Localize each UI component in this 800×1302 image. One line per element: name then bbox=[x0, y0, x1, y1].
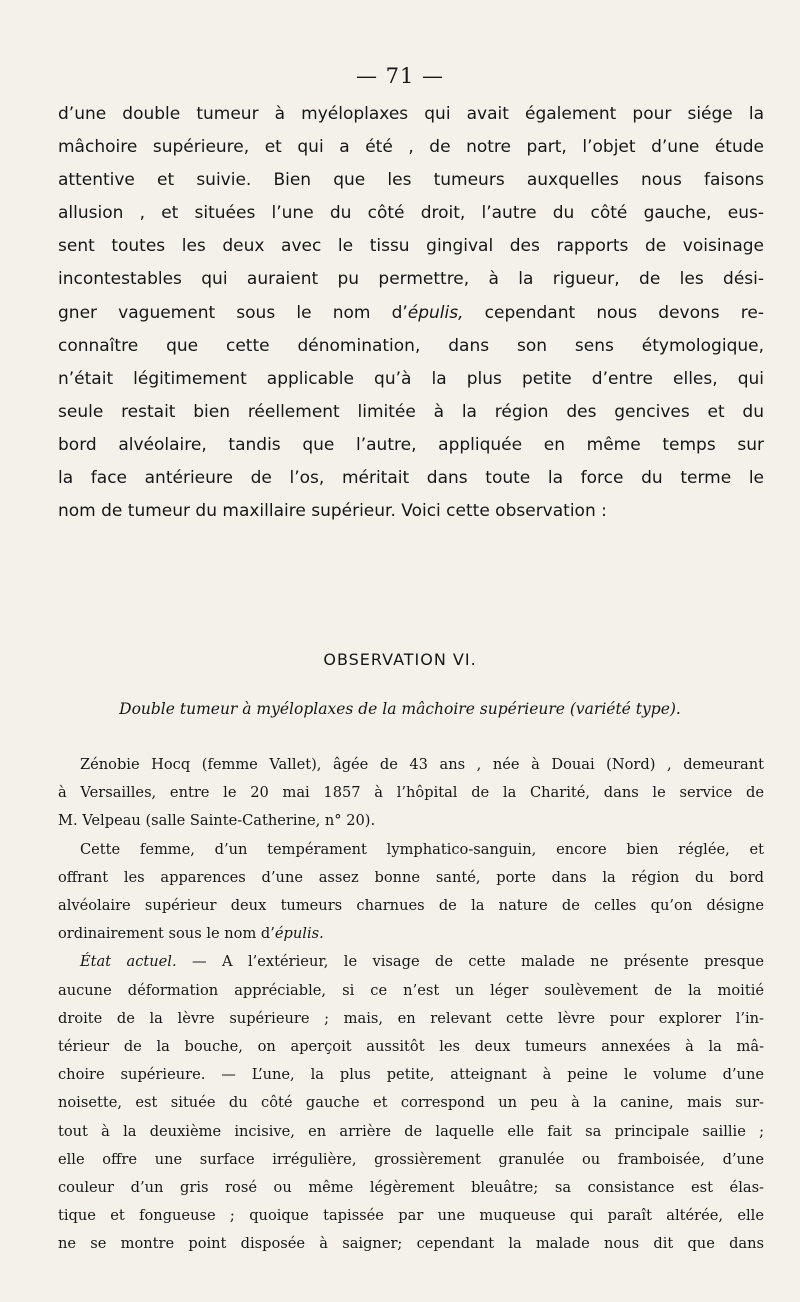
text-line: à Versailles, entre le 20 mai 1857 à l’hôpital de la Charité, dans le service de bbox=[58, 784, 764, 802]
text-line: allusion , et situées l’une du côté droit, l’autre du côté gauche, eus- bbox=[58, 203, 764, 224]
text-line-epulis bbox=[58, 920, 764, 948]
text-line: couleur d’un gris rosé ou même légèrement bleuâtre; sa consistance est élas- bbox=[58, 1179, 764, 1197]
text-fragment: gner vaguement sous le nom d’ bbox=[58, 302, 408, 323]
text-line: tout à la deuxième incisive, en arrière de laquelle elle fait sa principale saillie ; bbox=[58, 1122, 764, 1140]
text-line: mâchoire supérieure, et qui a été , de notre part, l’objet d’une étude bbox=[58, 137, 764, 158]
text-line: térieur de la bouche, on aperçoit aussitôt les deux tumeurs annexées à la mâ- bbox=[58, 1038, 764, 1056]
text-line: d’une double tumeur à myéloplaxes qui avait également pour siége la bbox=[58, 104, 764, 124]
intro-paragraph bbox=[58, 98, 764, 528]
text-line: noisette, est située du côté gauche et correspond un peu à la canine, mais sur- bbox=[58, 1094, 764, 1112]
text-line-etat bbox=[58, 948, 764, 976]
text-line: attentive et suivie. Bien que les tumeurs auxquelles nous faisons bbox=[58, 170, 764, 191]
text-fragment: — A l’extérieur, le visage de cette malade ne présente presque bbox=[192, 953, 764, 971]
text-line: offrant les apparences d’une assez bonne santé, porte dans la région du bord bbox=[58, 868, 764, 886]
text-line: nom de tumeur du maxillaire supérieur. Voici cette observation : bbox=[58, 501, 607, 522]
text-line: aucune déformation appréciable, si ce n’est un léger soulèvement de la moitié bbox=[58, 981, 764, 999]
text-line: Cette femme, d’un tempérament lymphatico-sanguin, encore bien réglée, et bbox=[80, 840, 764, 858]
epulis-italic: épulis, bbox=[407, 302, 464, 323]
epulis-italic: épulis. bbox=[274, 925, 324, 943]
text-fragment: cependant nous devons re- bbox=[463, 302, 764, 323]
observation-title: OBSERVATION VI. bbox=[323, 650, 477, 669]
text-line: seule restait bien réellement limitée à la région des gencives et du bbox=[58, 401, 764, 422]
text-line: choire supérieure. — L’une, la plus petite, atteignant à peine le volume d’une bbox=[58, 1066, 764, 1084]
etat-actuel-italic: État actuel. bbox=[80, 953, 177, 971]
text-line: n’était légitimement applicable qu’à la plus petite d’entre elles, qui bbox=[58, 368, 764, 389]
text-line: la face antérieure de l’os, méritait dans toute la force du terme le bbox=[58, 468, 764, 489]
text-line: sent toutes les deux avec le tissu gingival des rapports de voisinage bbox=[58, 236, 764, 257]
text-line: tique et fongueuse ; quoique tapissée par une muqueuse qui paraît altérée, elle bbox=[58, 1207, 764, 1225]
text-line-epulis bbox=[58, 297, 764, 330]
text-line: connaître que cette dénomination, dans son sens étymologique, bbox=[58, 335, 764, 356]
text-line: alvéolaire supérieur deux tumeurs charnues de la nature de celles qu’on désigne bbox=[58, 897, 764, 915]
text-line: Zénobie Hocq (femme Vallet), âgée de 43 ans , née à Douai (Nord) , demeurant bbox=[80, 756, 764, 773]
text-line: ne se montre point disposée à saigner; cependant la malade nous dit que dans bbox=[58, 1235, 764, 1253]
case-report bbox=[58, 751, 764, 1259]
page-number: — 71 — bbox=[355, 64, 445, 88]
text-line: M. Velpeau (salle Sainte-Catherine, n° 20). bbox=[58, 812, 376, 830]
observation-subtitle: Double tumeur à myéloplaxes de la mâchoire supérieure (variété type). bbox=[119, 700, 681, 718]
text-line: bord alvéolaire, tandis que l’autre, appliquée en même temps sur bbox=[58, 434, 764, 455]
text-line: elle offre une surface irrégulière, grossièrement granulée ou framboisée, d’une bbox=[58, 1150, 764, 1168]
text-line: incontestables qui auraient pu permettre, à la rigueur, de les dési- bbox=[58, 269, 764, 290]
text-line: droite de la lèvre supérieure ; mais, en relevant cette lèvre pour explorer l’in- bbox=[58, 1009, 764, 1027]
text-fragment: ordinairement sous le nom d’ bbox=[58, 925, 275, 943]
